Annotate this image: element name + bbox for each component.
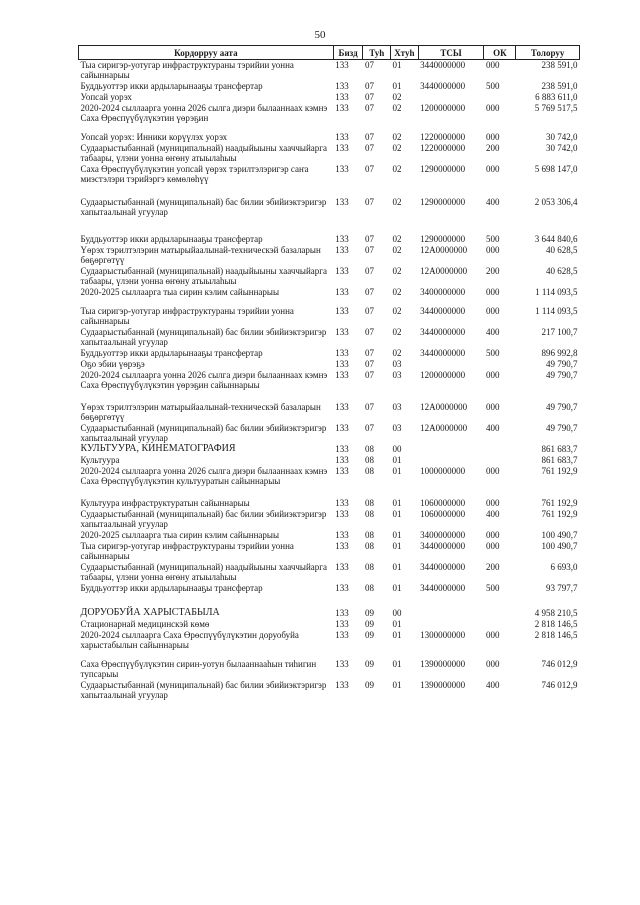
table-row bbox=[79, 359, 580, 370]
header-khtuh: Хтуh bbox=[391, 46, 419, 60]
row-bizd: 133 bbox=[335, 422, 349, 433]
table-row bbox=[79, 81, 580, 92]
row-tsy: 3440000000 bbox=[420, 326, 466, 337]
row-ok: 000 bbox=[485, 286, 500, 297]
row-bizd: 133 bbox=[335, 401, 349, 412]
row-khtuh: 02 bbox=[392, 131, 402, 142]
row-ok: 000 bbox=[485, 369, 500, 380]
table-row bbox=[79, 348, 580, 359]
row-tuh: 07 bbox=[364, 196, 374, 207]
row-khtuh: 01 bbox=[392, 679, 402, 690]
row-khtuh: 02 bbox=[392, 142, 402, 153]
row-bizd: 133 bbox=[335, 529, 349, 540]
row-khtuh: 02 bbox=[392, 286, 402, 297]
row-tuh: 07 bbox=[364, 244, 374, 255]
row-name: Буддьуоттэр икки ардыларынааҕы трансфертар bbox=[80, 347, 263, 358]
row-name: Буддьуоттэр икки ардыларынааҕы трансфертар bbox=[80, 582, 263, 593]
row-khtuh: 02 bbox=[392, 265, 402, 276]
row-tuh: 09 bbox=[364, 679, 374, 690]
row-amount: 238 591,0 bbox=[541, 60, 578, 70]
row-khtuh: 01 bbox=[392, 540, 402, 551]
row-tsy bbox=[418, 455, 484, 466]
row-name: 2020-2024 сыллаарга Саха Өрөспүүбүлүкэтин доруобуйа харыстабылын сайыннарыы bbox=[80, 629, 299, 650]
row-ok: 000 bbox=[485, 102, 500, 113]
row-amount: 238 591,0 bbox=[541, 80, 578, 91]
row-tuh: 07 bbox=[364, 326, 374, 337]
row-name: Культуура инфраструктуратын сайыннарыы bbox=[80, 497, 250, 508]
row-ok: 000 bbox=[485, 305, 500, 316]
row-khtuh: 01 bbox=[392, 508, 402, 519]
row-bizd: 133 bbox=[335, 91, 349, 102]
table-row bbox=[79, 498, 580, 509]
row-amount: 3 644 840,6 bbox=[534, 233, 578, 244]
row-bizd: 133 bbox=[335, 80, 349, 91]
row-bizd: 133 bbox=[335, 582, 349, 593]
row-bizd: 133 bbox=[335, 305, 349, 316]
row-tuh: 08 bbox=[364, 529, 374, 540]
row-bizd: 133 bbox=[335, 244, 349, 255]
row-name: 2020-2024 сыллаарга уонна 2026 сылга диэри былааннаах кэмнэ Саха Өрөспүүбүлүкэтин үөрэҕин bbox=[80, 102, 328, 123]
table-row bbox=[79, 245, 580, 266]
row-tuh: 07 bbox=[364, 91, 374, 102]
row-name: Судаарыстыбаннай (муниципальнай) бас билии эбийиэктэригэр хапытаалынай угуулар bbox=[80, 422, 327, 443]
row-amount: 100 490,7 bbox=[541, 540, 578, 551]
table-row bbox=[79, 103, 580, 132]
row-ok bbox=[484, 455, 516, 466]
row-ok bbox=[484, 619, 516, 630]
row-tuh: 08 bbox=[364, 465, 374, 476]
row-tsy: 3440000000 bbox=[420, 582, 466, 593]
row-ok bbox=[484, 444, 516, 455]
row-ok: 200 bbox=[485, 142, 500, 153]
table-row bbox=[79, 455, 580, 466]
row-khtuh: 02 bbox=[392, 196, 402, 207]
row-ok: 000 bbox=[485, 540, 500, 551]
table-row bbox=[79, 509, 580, 530]
row-tuh: 07 bbox=[364, 358, 374, 369]
table-row bbox=[79, 530, 580, 541]
table-row bbox=[79, 370, 580, 402]
row-tuh: 07 bbox=[364, 401, 374, 412]
table-row bbox=[79, 608, 580, 619]
row-tuh: 07 bbox=[364, 233, 374, 244]
table-row bbox=[79, 327, 580, 348]
row-ok: 000 bbox=[485, 244, 500, 255]
row-name: Үөрэх тэрилтэлэрин матырыйаалынай-техническэй базаларын бөҕөргөтүү bbox=[80, 244, 321, 265]
row-khtuh: 03 bbox=[392, 401, 402, 412]
table-row bbox=[79, 164, 580, 197]
row-khtuh: 01 bbox=[392, 561, 402, 572]
table-row bbox=[79, 583, 580, 608]
row-amount: 896 992,8 bbox=[541, 347, 578, 358]
row-bizd: 133 bbox=[335, 326, 349, 337]
row-tsy: 1200000000 bbox=[420, 102, 466, 113]
row-name: Судаарыстыбаннай (муниципальнай) наадыйыыны хааччыйарга табаары, үлэни уонна өҥөну атыылаһыы bbox=[80, 142, 327, 163]
table-row bbox=[79, 619, 580, 630]
row-tsy bbox=[418, 608, 484, 619]
row-tsy: 1390000000 bbox=[420, 679, 466, 690]
row-ok: 000 bbox=[485, 163, 500, 174]
row-tsy: 3440000000 bbox=[420, 60, 466, 70]
row-tsy: 12А0000000 bbox=[420, 244, 468, 255]
table-row bbox=[79, 466, 580, 498]
row-name: 2020-2024 сыллаарга уонна 2026 сылга диэри былааннаах кэмнэ Саха Өрөспүүбүлүкэтин культууратын сайыннарыы bbox=[80, 465, 328, 486]
row-tsy: 3440000000 bbox=[420, 80, 466, 91]
row-ok: 400 bbox=[485, 508, 500, 519]
row-amount: 100 490,7 bbox=[541, 529, 578, 540]
header-tuh: Туh bbox=[363, 46, 391, 60]
row-amount: 2 818 146,5 bbox=[534, 618, 578, 629]
row-tsy bbox=[418, 444, 484, 455]
row-name: 2020-2025 сыллаарга тыа сирин кэлим сайыннарыы bbox=[80, 286, 280, 297]
table-row bbox=[79, 287, 580, 306]
row-bizd: 133 bbox=[335, 443, 349, 454]
row-amount: 761 192,9 bbox=[541, 508, 578, 519]
table-row bbox=[79, 197, 580, 234]
row-bizd: 133 bbox=[335, 286, 349, 297]
table-row bbox=[79, 306, 580, 327]
row-tuh: 09 bbox=[364, 629, 374, 640]
row-tsy: 12А0000000 bbox=[420, 422, 468, 433]
row-tuh: 08 bbox=[364, 443, 374, 454]
row-ok bbox=[484, 608, 516, 619]
row-tsy: 1290000000 bbox=[420, 233, 466, 244]
row-name: Судаарыстыбаннай (муниципальнай) наадыйыыны хааччыйарга табаары, үлэни уонна өҥөну атыылаһыы bbox=[80, 561, 327, 582]
row-bizd: 133 bbox=[335, 163, 349, 174]
row-tsy: 3400000000 bbox=[420, 286, 466, 297]
row-ok: 000 bbox=[485, 465, 500, 476]
row-amount: 5 698 147,0 bbox=[534, 163, 578, 174]
page-number: 50 bbox=[314, 29, 326, 41]
row-ok: 000 bbox=[485, 529, 500, 540]
row-bizd: 133 bbox=[335, 60, 349, 70]
row-amount: 30 742,0 bbox=[546, 142, 578, 153]
budget-table bbox=[78, 45, 580, 701]
row-tuh: 07 bbox=[364, 369, 374, 380]
row-khtuh: 00 bbox=[392, 443, 402, 454]
row-ok: 000 bbox=[485, 401, 500, 412]
table-row bbox=[79, 132, 580, 143]
table-header-row bbox=[79, 46, 580, 60]
row-name: Судаарыстыбаннай (муниципальнай) наадыйыыны хааччыйарга табаары, үлэни уонна өҥөну атыылаһыы bbox=[80, 265, 327, 286]
row-name: Уопсай уорэх: Инники корүүлэх уорэх bbox=[80, 131, 228, 142]
row-khtuh: 01 bbox=[392, 497, 402, 508]
row-amount: 2 818 146,5 bbox=[534, 629, 578, 640]
row-tsy: 1000000000 bbox=[420, 465, 466, 476]
row-bizd: 133 bbox=[335, 265, 349, 276]
row-bizd: 133 bbox=[335, 131, 349, 142]
row-bizd: 133 bbox=[335, 629, 349, 640]
header-name: Кордорруу аата bbox=[79, 46, 334, 60]
row-name: Тыа сиригэр-уотугар инфраструктураны тэрийии уонна сайыннарыы bbox=[80, 60, 294, 80]
row-name: Судаарыстыбаннай (муниципальнай) бас билии эбийиэктэригэр хапытаалынай угуулар bbox=[80, 508, 327, 529]
header-amount: Толоруу bbox=[516, 46, 580, 60]
row-amount: 746 012,9 bbox=[541, 679, 578, 690]
row-amount: 761 192,9 bbox=[541, 465, 578, 476]
row-bizd: 133 bbox=[335, 358, 349, 369]
row-ok: 500 bbox=[485, 347, 500, 358]
row-tuh: 09 bbox=[364, 658, 374, 669]
row-name: Оҕо эбии үөрэҕэ bbox=[80, 358, 145, 369]
row-amount: 5 769 517,5 bbox=[534, 102, 578, 113]
row-khtuh: 02 bbox=[392, 244, 402, 255]
row-name: Судаарыстыбаннай (муниципальнай) бас билии эбийиэктэригэр хапытаалынай угуулар bbox=[80, 679, 327, 700]
row-amount: 2 053 306,4 bbox=[534, 196, 578, 207]
row-tuh: 08 bbox=[364, 582, 374, 593]
row-ok: 000 bbox=[485, 658, 500, 669]
row-tsy: 3440000000 bbox=[420, 540, 466, 551]
row-tsy: 1060000000 bbox=[420, 508, 466, 519]
row-khtuh: 01 bbox=[392, 80, 402, 91]
row-tuh: 07 bbox=[364, 347, 374, 358]
row-bizd: 133 bbox=[335, 658, 349, 669]
row-khtuh: 02 bbox=[392, 326, 402, 337]
row-bizd: 133 bbox=[335, 196, 349, 207]
row-tsy: 12А0000000 bbox=[420, 265, 468, 276]
row-bizd: 133 bbox=[335, 508, 349, 519]
row-khtuh: 02 bbox=[392, 347, 402, 358]
row-tuh: 08 bbox=[364, 561, 374, 572]
row-khtuh: 02 bbox=[392, 91, 402, 102]
row-khtuh: 01 bbox=[392, 582, 402, 593]
row-tsy: 1220000000 bbox=[420, 142, 466, 153]
row-name: Судаарыстыбаннай (муниципальнай) бас билии эбийиэктэригэр хапытаалынай угуулар bbox=[80, 196, 327, 217]
row-bizd: 133 bbox=[335, 679, 349, 690]
row-ok: 000 bbox=[485, 629, 500, 640]
row-tuh: 07 bbox=[364, 286, 374, 297]
row-khtuh: 02 bbox=[392, 102, 402, 113]
row-amount: 861 683,7 bbox=[541, 454, 578, 465]
row-amount: 761 192,9 bbox=[541, 497, 578, 508]
row-khtuh: 00 bbox=[392, 607, 402, 618]
table-row bbox=[79, 541, 580, 562]
row-ok: 000 bbox=[485, 131, 500, 142]
row-ok: 200 bbox=[485, 265, 500, 276]
row-tuh: 07 bbox=[364, 422, 374, 433]
row-amount: 6 883 611,0 bbox=[535, 91, 578, 102]
row-khtuh: 01 bbox=[392, 454, 402, 465]
row-khtuh: 02 bbox=[392, 305, 402, 316]
row-name: ДОРУОБУЙА ХАРЫСТАБЫЛА bbox=[80, 606, 220, 618]
row-bizd: 133 bbox=[335, 347, 349, 358]
table-row bbox=[79, 562, 580, 583]
row-ok: 200 bbox=[485, 561, 500, 572]
row-bizd: 133 bbox=[335, 454, 349, 465]
row-amount: 49 790,7 bbox=[546, 369, 578, 380]
row-ok: 000 bbox=[485, 497, 500, 508]
row-name: 2020-2025 сыллаарга тыа сирин кэлим сайыннарыы bbox=[80, 529, 280, 540]
row-amount: 49 790,7 bbox=[546, 401, 578, 412]
header-ok: ОК bbox=[484, 46, 516, 60]
row-amount: 40 628,5 bbox=[546, 265, 578, 276]
row-name: Үөрэх тэрилтэлэрин матырыйаалынай-техническэй базаларын бөҕөргөтүү bbox=[80, 401, 321, 422]
header-bizd: Бизд bbox=[333, 46, 363, 60]
row-khtuh: 01 bbox=[392, 618, 402, 629]
row-ok bbox=[484, 92, 516, 103]
row-ok: 400 bbox=[485, 422, 500, 433]
table-row bbox=[79, 402, 580, 423]
table-row bbox=[79, 423, 580, 444]
row-amount: 861 683,7 bbox=[541, 443, 578, 454]
row-tsy: 1300000000 bbox=[420, 629, 466, 640]
row-khtuh: 02 bbox=[392, 233, 402, 244]
row-tsy: 1220000000 bbox=[420, 131, 466, 142]
row-amount: 1 114 093,5 bbox=[535, 305, 578, 316]
row-bizd: 133 bbox=[335, 497, 349, 508]
row-bizd: 133 bbox=[335, 561, 349, 572]
row-tuh: 08 bbox=[364, 508, 374, 519]
row-khtuh: 01 bbox=[392, 529, 402, 540]
table-row bbox=[79, 266, 580, 287]
row-tuh: 09 bbox=[364, 607, 374, 618]
table-row bbox=[79, 92, 580, 103]
row-tsy bbox=[418, 92, 484, 103]
row-name: Тыа сиригэр-уотугар инфраструктураны тэрийии уонна сайыннарыы bbox=[80, 540, 294, 561]
header-tsy: ТСЫ bbox=[418, 46, 484, 60]
row-tuh: 07 bbox=[364, 265, 374, 276]
row-khtuh: 03 bbox=[392, 422, 402, 433]
row-bizd: 133 bbox=[335, 369, 349, 380]
row-name: Культуура bbox=[80, 454, 120, 465]
row-tsy: 1290000000 bbox=[420, 196, 466, 207]
table-row bbox=[79, 234, 580, 245]
row-amount: 93 797,7 bbox=[546, 582, 578, 593]
row-amount: 4 958 210,5 bbox=[534, 607, 578, 618]
row-ok: 500 bbox=[485, 80, 500, 91]
row-khtuh: 02 bbox=[392, 163, 402, 174]
row-tuh: 08 bbox=[364, 454, 374, 465]
row-tsy: 3440000000 bbox=[420, 561, 466, 572]
row-name: КУЛЬТУУРА, КИНЕМАТОГРАФИЯ bbox=[80, 442, 236, 454]
row-ok: 400 bbox=[485, 679, 500, 690]
row-tuh: 07 bbox=[364, 305, 374, 316]
row-tuh: 07 bbox=[364, 60, 374, 70]
row-tuh: 08 bbox=[364, 540, 374, 551]
row-amount: 49 790,7 bbox=[546, 358, 578, 369]
row-amount: 49 790,7 bbox=[546, 422, 578, 433]
row-tsy: 1200000000 bbox=[420, 369, 466, 380]
row-tsy bbox=[418, 359, 484, 370]
row-tsy: 3440000000 bbox=[420, 347, 466, 358]
table-row bbox=[79, 143, 580, 164]
row-amount: 6 693,0 bbox=[550, 561, 578, 572]
row-bizd: 133 bbox=[335, 540, 349, 551]
row-tsy: 3440000000 bbox=[420, 305, 466, 316]
row-name: Судаарыстыбаннай (муниципальнай) бас билии эбийиэктэригэр хапытаалынай угуулар bbox=[80, 326, 327, 347]
row-tuh: 07 bbox=[364, 80, 374, 91]
row-khtuh: 01 bbox=[392, 465, 402, 476]
row-amount: 217 100,7 bbox=[541, 326, 578, 337]
row-khtuh: 01 bbox=[392, 658, 402, 669]
row-tsy: 1390000000 bbox=[420, 658, 466, 669]
row-bizd: 133 bbox=[335, 233, 349, 244]
row-tuh: 09 bbox=[364, 618, 374, 629]
row-khtuh: 03 bbox=[392, 358, 402, 369]
row-ok: 000 bbox=[485, 60, 500, 70]
row-tuh: 08 bbox=[364, 497, 374, 508]
row-bizd: 133 bbox=[335, 142, 349, 153]
table-row bbox=[79, 60, 580, 81]
row-tuh: 07 bbox=[364, 131, 374, 142]
row-tsy: 12А0000000 bbox=[420, 401, 468, 412]
row-name: Буддьуоттэр икки ардыларынааҕы трансфертар bbox=[80, 233, 263, 244]
row-bizd: 133 bbox=[335, 607, 349, 618]
table-row bbox=[79, 659, 580, 680]
row-name: Стационарнай медицинскэй көмө bbox=[80, 618, 210, 629]
row-ok: 500 bbox=[485, 233, 500, 244]
row-khtuh: 01 bbox=[392, 60, 402, 70]
row-ok bbox=[484, 359, 516, 370]
table-row bbox=[79, 680, 580, 701]
table-row bbox=[79, 630, 580, 659]
row-name: Буддьуоттэр икки ардыларынааҕы трансфертар bbox=[80, 80, 263, 91]
row-tsy: 1060000000 bbox=[420, 497, 466, 508]
row-amount: 1 114 093,5 bbox=[535, 286, 578, 297]
row-amount: 746 012,9 bbox=[541, 658, 578, 669]
row-amount: 30 742,0 bbox=[546, 131, 578, 142]
row-tuh: 07 bbox=[364, 163, 374, 174]
row-name: Саха Өрөспүүбүлүкэтин сирин-уотун былааннааһын тиһигин тупсарыы bbox=[80, 658, 317, 679]
row-tuh: 07 bbox=[364, 142, 374, 153]
row-khtuh: 03 bbox=[392, 369, 402, 380]
row-ok: 400 bbox=[485, 326, 500, 337]
row-ok: 500 bbox=[485, 582, 500, 593]
row-khtuh: 01 bbox=[392, 629, 402, 640]
row-amount: 40 628,5 bbox=[546, 244, 578, 255]
row-tsy bbox=[418, 619, 484, 630]
row-name: Уопсай уорэх bbox=[80, 91, 132, 102]
row-tsy: 1290000000 bbox=[420, 163, 466, 174]
row-ok: 400 bbox=[485, 196, 500, 207]
row-bizd: 133 bbox=[335, 618, 349, 629]
row-bizd: 133 bbox=[335, 102, 349, 113]
row-tuh: 07 bbox=[364, 102, 374, 113]
table-row bbox=[79, 444, 580, 455]
row-bizd: 133 bbox=[335, 465, 349, 476]
row-name: Саха Өрөспүүбүлүкэтин уопсай үөрэх тэрилтэлэригэр саҥа миэстэлэри тэрийэргэ көмөлөһүү bbox=[80, 163, 309, 184]
row-tsy: 3400000000 bbox=[420, 529, 466, 540]
row-name: Тыа сиригэр-уотугар инфраструктураны тэрийии уонна сайыннарыы bbox=[80, 305, 294, 326]
row-name: 2020-2024 сыллаарга уонна 2026 сылга диэри былааннаах кэмнэ Саха Өрөспүүбүлүкэтин үөрэҕин сайыннарыы bbox=[80, 369, 328, 390]
